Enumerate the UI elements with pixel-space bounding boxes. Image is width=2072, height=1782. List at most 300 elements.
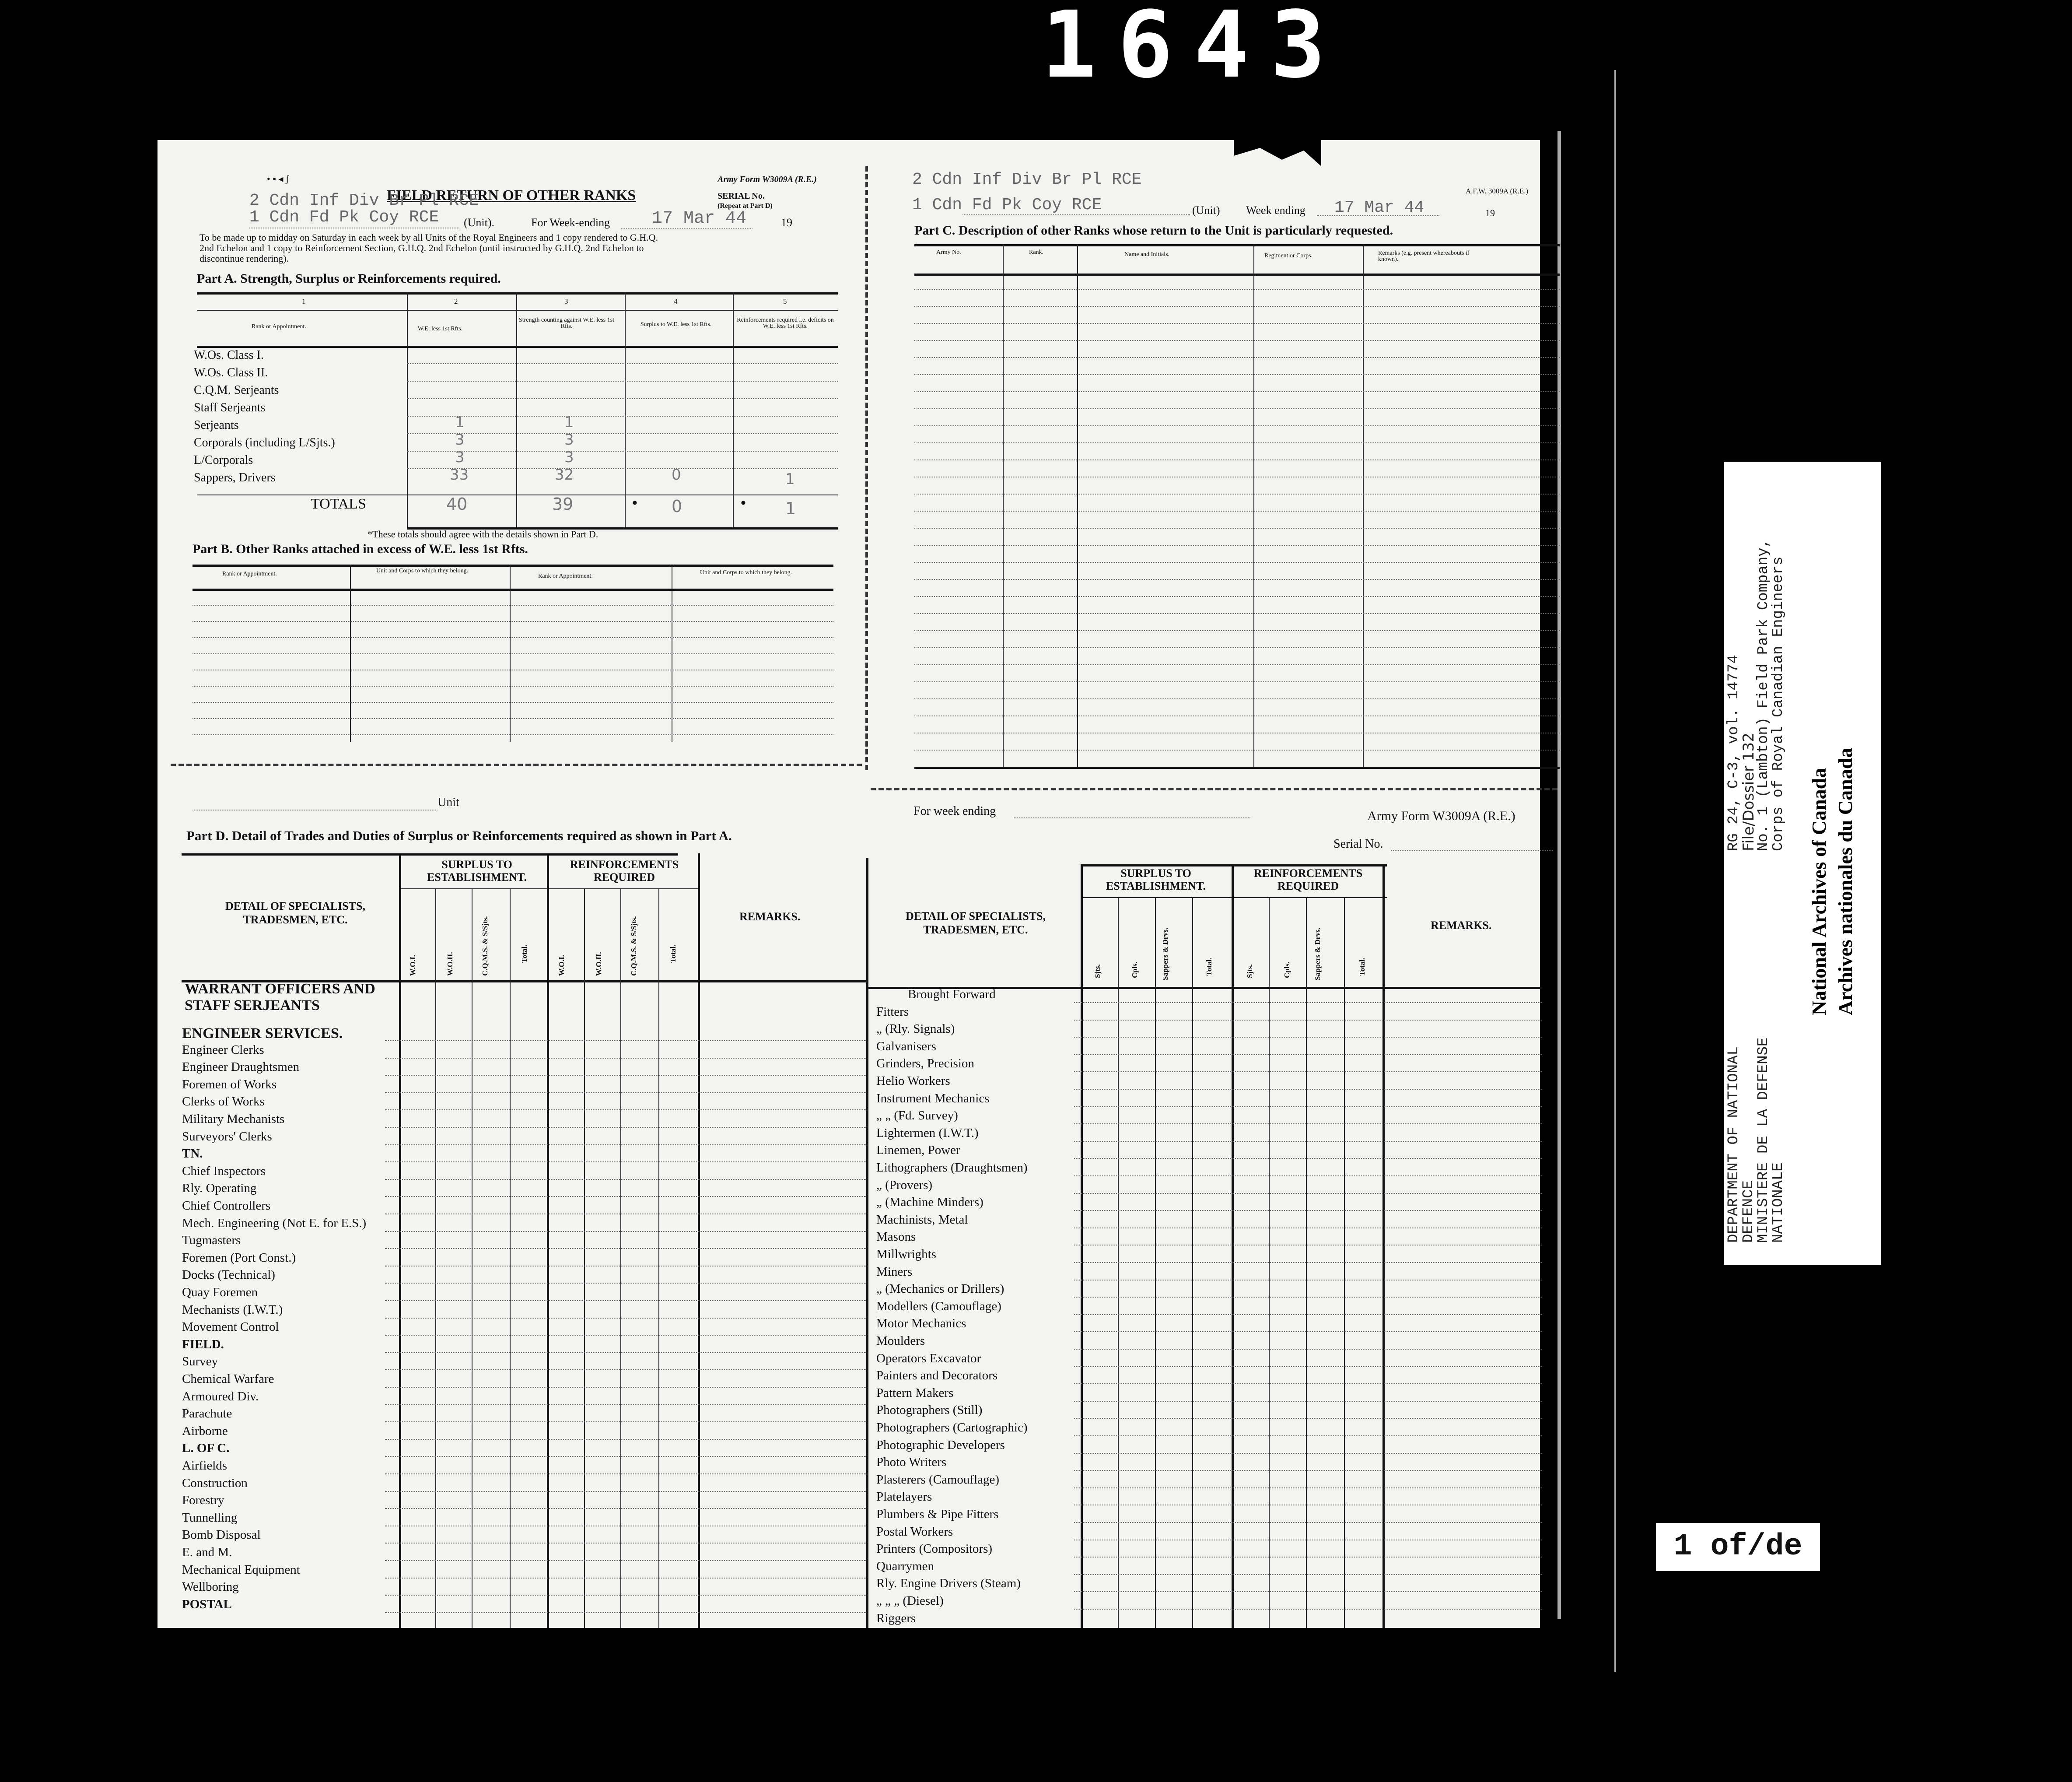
part-d-vline (1081, 864, 1083, 1628)
page-edge (1558, 131, 1561, 1619)
row-line (914, 545, 1560, 546)
unit-label: (Unit). (464, 216, 495, 229)
row-line (1074, 1071, 1542, 1072)
trade-label: Mechanists (I.W.T.) (182, 1302, 283, 1317)
list-item: Riggers (876, 1611, 916, 1625)
list-item: Grinders, Precision (876, 1056, 974, 1071)
label-line: Corps of Royal Canadian Engineers (1770, 556, 1787, 851)
list-item: Helio Workers (876, 1074, 950, 1088)
label-line: File/Dossier 132 (1740, 733, 1757, 851)
asterisk-mark: • (741, 495, 746, 511)
header-reinforcements: Reinforcements required i.e. deficits on W.E. less 1st Rfts. (737, 317, 834, 330)
row-line (914, 596, 1560, 597)
part-a-vline (407, 292, 408, 529)
row-line (914, 562, 1560, 563)
row-line (914, 698, 1560, 699)
trade-label: TN. (182, 1147, 203, 1161)
serial-note: (Repeat at Part D) (718, 202, 773, 210)
trade-label: Bomb Disposal (182, 1528, 261, 1542)
week-ending-label: For Week-ending (531, 216, 610, 229)
part-a-vline (516, 292, 517, 529)
typed-unit-right: 1 Cdn Fd Pk Coy RCE (912, 196, 1102, 214)
part-a-title: Part A. Strength, Surplus or Reinforcements required. (197, 271, 501, 286)
row-line (1074, 1054, 1542, 1055)
row-line (914, 750, 1560, 751)
row-line (385, 1439, 866, 1440)
col-num-3: 3 (564, 297, 568, 305)
trade-label: Military Mechanists (182, 1112, 285, 1126)
row-line (192, 718, 833, 719)
trade-label: Forestry (182, 1493, 224, 1508)
part-b-top-rule (192, 565, 833, 567)
row-line (1074, 1141, 1542, 1142)
label-line: MINISTERE DE LA DEFENSE (1755, 1037, 1772, 1243)
total-we: 40 (446, 495, 468, 514)
row-line (1074, 1331, 1542, 1332)
week-ending-label-right: Week ending (1246, 204, 1306, 217)
row-line (914, 681, 1560, 682)
row-line (385, 1508, 866, 1509)
serial-label: SERIAL No. (718, 191, 765, 201)
row-line (1074, 1522, 1542, 1523)
row-line (1074, 1574, 1542, 1575)
header-strength: Strength counting against W.E. less 1st Rfts. (518, 317, 615, 330)
part-c-title: Part C. Description of other Ranks whose return to the Unit is particularly requested. (914, 223, 1393, 238)
list-item: Lightermen (I.W.T.) (876, 1126, 979, 1140)
trade-label: Engineer Draughtsmen (182, 1060, 300, 1074)
rank-label: Sappers, Drivers (194, 471, 276, 484)
row-line (914, 494, 1560, 495)
trade-label: Mech. Engineering (Not E. for E.S.) (182, 1216, 367, 1230)
subcol-cpls: Cpls. (1130, 961, 1139, 978)
subcol-sappers: Sappers & Drvs. (1161, 927, 1169, 980)
unit-line-right (962, 214, 1190, 215)
perforation-horizontal (171, 764, 862, 766)
trade-label: Wellboring (182, 1580, 239, 1594)
list-item: Brought Forward (908, 987, 996, 1001)
row-line (1074, 1314, 1542, 1315)
part-c-top-rule (914, 244, 1560, 246)
subcol-cpls-r: Cpls. (1283, 961, 1291, 978)
row-line (385, 1283, 866, 1284)
row-line (385, 1300, 866, 1301)
unit-label-right: (Unit) (1192, 204, 1220, 217)
row-line (1074, 1123, 1542, 1124)
row-line (1074, 1210, 1542, 1211)
total-reinforcements: 1 (785, 499, 796, 518)
subcol-total-right-r: Total. (1358, 958, 1366, 976)
total-surplus: 0 (672, 497, 682, 516)
row-line (1074, 1401, 1542, 1402)
trade-label: Surveyors' Clerks (182, 1129, 272, 1144)
row-line (1074, 1037, 1542, 1038)
scribble-mark: • ▪ ◂ ʃ (267, 173, 289, 184)
row-line (385, 1456, 866, 1457)
row-line (385, 1578, 866, 1579)
trade-label: STAFF SERJEANTS (185, 997, 320, 1014)
instruction-line-3: discontinue rendering). (200, 253, 289, 264)
strength-value: 32 (555, 466, 574, 484)
typed-division-right: 2 Cdn Inf Div Br Pl RCE (912, 170, 1142, 189)
row-line (914, 613, 1560, 614)
row-line (385, 1109, 866, 1110)
trade-label: ENGINEER SERVICES. (182, 1025, 343, 1042)
row-line (1074, 1418, 1542, 1419)
row-line (914, 579, 1560, 580)
year-prefix-right: 19 (1485, 207, 1495, 218)
part-b-header-unit-2: Unit and Corps to which they belong. (700, 569, 792, 576)
part-b-title: Part B. Other Ranks attached in excess of W.E. less 1st Rfts. (192, 542, 528, 556)
row-line (385, 1092, 866, 1093)
part-d-subheader-rule (400, 888, 700, 889)
row-line (1074, 1453, 1542, 1454)
institution-panel (1800, 462, 1881, 1265)
part-d-divider (866, 858, 868, 1628)
row-line (914, 630, 1560, 631)
part-a-vline (625, 292, 626, 529)
row-line (1074, 1487, 1542, 1488)
row-line (385, 1075, 866, 1076)
we-value: 3 (455, 431, 465, 449)
subcol-total-right: Total. (1205, 958, 1213, 976)
row-line (385, 1421, 866, 1422)
row-line (385, 1318, 866, 1319)
part-d-vline (399, 853, 401, 1628)
row-line (914, 289, 1560, 290)
trade-label: L. OF C. (182, 1441, 230, 1456)
row-line (914, 374, 1560, 375)
row-line (385, 1491, 866, 1492)
strength-value: 1 (564, 414, 574, 431)
strength-value: 3 (564, 449, 574, 466)
row-line (192, 605, 833, 606)
list-item: Quarrymen (876, 1559, 934, 1573)
subcol-woii-r: W.O.II. (595, 952, 603, 976)
trade-label: Airborne (182, 1424, 228, 1438)
col-num-2: 2 (454, 297, 458, 305)
typed-division: 2 Cdn Inf Div Br Pl RCE (249, 191, 479, 210)
row-line (385, 1369, 866, 1370)
totals-label: TOTALS (311, 496, 366, 512)
trade-label: Rly. Operating (182, 1181, 257, 1196)
list-item: Platelayers (876, 1490, 932, 1504)
left-remarks-header: REMARKS. (739, 910, 801, 923)
part-d-top-rule-left (182, 853, 678, 856)
right-reinf-header: REINFORCEMENTS REQUIRED (1253, 867, 1363, 892)
row-line (1074, 1089, 1542, 1090)
row-line (914, 340, 1560, 341)
row-line (192, 621, 833, 622)
list-item: Miners (876, 1264, 913, 1279)
list-item: Printers (Compositors) (876, 1542, 993, 1556)
subcol-woi: W.O.I. (409, 954, 417, 976)
trade-label: WARRANT OFFICERS AND (185, 981, 375, 997)
list-item: „ (Rly. Signals) (876, 1022, 955, 1036)
left-detail-header: DETAIL OF SPECIALISTS, TRADESMEN, ETC. (225, 900, 366, 926)
row-line (407, 451, 838, 452)
list-item: Modellers (Camouflage) (876, 1299, 1001, 1313)
form-title: FIELD RETURN OF OTHER RANKS (387, 187, 636, 203)
list-item: Painters and Decorators (876, 1368, 998, 1383)
header-we: W.E. less 1st Rfts. (418, 326, 463, 332)
part-c-header-rule (914, 274, 1560, 276)
left-reinf-header: REINFORCEMENTS REQUIRED (570, 858, 679, 884)
row-line (1074, 1435, 1542, 1436)
row-line (385, 1058, 866, 1059)
part-c-bottom-rule (914, 767, 1560, 769)
week-line-right (1317, 215, 1439, 216)
part-d-vline (584, 888, 585, 1628)
row-line (1074, 1609, 1542, 1610)
part-d-vline (510, 888, 511, 1628)
unit-label-d: Unit (438, 796, 459, 809)
row-line (1074, 1297, 1542, 1298)
trade-label: E. and M. (182, 1545, 232, 1559)
part-d-vline (547, 853, 549, 1628)
row-line (407, 398, 838, 399)
row-line (407, 363, 838, 364)
row-line (914, 408, 1560, 409)
instruction-line-1: To be made up to midday on Saturday in each week by all Units of the Royal Engineers and 1 copy rendered to G.H.Q. (200, 232, 658, 243)
strength-value: 3 (564, 431, 574, 449)
list-item: „ „ (Fd. Survey) (876, 1108, 958, 1123)
trade-label: Tunnelling (182, 1510, 238, 1525)
asterisk-mark: • (632, 495, 637, 511)
list-item: Linemen, Power (876, 1143, 960, 1158)
part-d-vline (435, 888, 436, 1628)
list-item: Fitters (876, 1004, 909, 1019)
row-line (385, 1595, 866, 1596)
trade-label: Construction (182, 1476, 248, 1490)
list-item: Plasterers (Camouflage) (876, 1472, 1000, 1487)
label-line: No. 1 (Lambton) Field Park Company, (1755, 538, 1772, 851)
subcol-woi-r: W.O.I. (557, 954, 566, 976)
totals-note: *These totals should agree with the details shown in Part D. (368, 529, 598, 540)
we-value: 1 (455, 414, 465, 431)
part-b-header-rank-2: Rank or Appointment. (538, 573, 593, 579)
row-line (407, 381, 838, 382)
part-c-header-remarks: Remarks (e.g. present whereabouts if known). (1378, 250, 1470, 263)
part-d-top-rule-right (1081, 864, 1387, 866)
right-surplus-header: SURPLUS TO ESTABLISHMENT. (1106, 867, 1206, 892)
list-item: Photographers (Cartographic) (876, 1421, 1028, 1435)
col-num-4: 4 (674, 297, 678, 305)
part-d-vline (620, 888, 621, 1628)
row-line (1074, 1002, 1542, 1003)
trade-label: Engineer Clerks (182, 1042, 264, 1057)
trade-label: FIELD. (182, 1337, 224, 1351)
instruction-line-2: 2nd Echelon and 1 copy to Reinforcement Section, G.H.Q. 2nd Echelon (until instructed by G.H.Q. 2nd Echelon to (200, 242, 644, 253)
part-d-title: Part D. Detail of Trades and Duties of Surplus or Reinforcements required as shown in Part A. (186, 828, 732, 843)
row-line (914, 391, 1560, 392)
page-edge-2 (1614, 70, 1616, 1672)
list-item: Photographers (Still) (876, 1403, 983, 1417)
serial-label-d: Serial No. (1334, 837, 1383, 851)
row-line (914, 647, 1560, 648)
row-line (914, 528, 1560, 529)
row-line (385, 1335, 866, 1336)
list-item: Photographic Developers (876, 1438, 1005, 1452)
part-c-header-rank: Rank. (1029, 249, 1044, 256)
subcol-cqms: C.Q.M.S. & S/Sjts. (481, 916, 489, 976)
row-line (385, 1387, 866, 1388)
row-line (385, 1196, 866, 1197)
trade-label: Docks (Technical) (182, 1268, 275, 1282)
row-line (1074, 1262, 1542, 1263)
part-b-header-unit-1: Unit and Corps to which they belong. (376, 568, 469, 574)
part-d-vline (658, 888, 659, 1628)
army-form-d: Army Form W3009A (R.E.) (1367, 809, 1516, 823)
list-item: Pattern Makers (876, 1386, 954, 1400)
list-item: Galvanisers (876, 1039, 936, 1053)
week-label-d: For week ending (914, 804, 996, 818)
left-surplus-header: SURPLUS TO ESTABLISHMENT. (427, 858, 527, 884)
surplus-value: 0 (672, 466, 681, 484)
part-d-subheader-rule-right (1081, 897, 1387, 898)
list-item: Rly. Engine Drivers (Steam) (876, 1576, 1021, 1591)
part-d-vline (1232, 864, 1234, 1628)
row-line (192, 653, 833, 654)
list-item: Photo Writers (876, 1455, 947, 1470)
trade-label: Parachute (182, 1407, 232, 1421)
row-line (1074, 1193, 1542, 1194)
part-d-vline (1382, 864, 1385, 1628)
list-item: Postal Workers (876, 1524, 953, 1539)
row-line (1074, 1366, 1542, 1367)
label-line: DEFENCE (1740, 1180, 1757, 1243)
row-line (1074, 1158, 1542, 1159)
trade-label: Foremen of Works (182, 1077, 277, 1091)
row-line (407, 416, 838, 417)
subcol-sappers-r: Sappers & Drvs. (1313, 927, 1322, 980)
list-item: „ (Provers) (876, 1178, 933, 1192)
rank-label: Serjeants (194, 418, 239, 432)
subcol-total: Total. (520, 944, 528, 963)
label-line: NATIONALE (1770, 1162, 1787, 1243)
list-item: „ (Machine Minders) (876, 1195, 984, 1210)
institution-en: National Archives of Canada (1808, 768, 1830, 1015)
list-item: Machinists, Metal (876, 1212, 968, 1227)
row-line (914, 511, 1560, 512)
reinforcement-value: 1 (785, 470, 795, 488)
part-c-header-regiment: Regiment or Corps. (1264, 253, 1313, 259)
row-line (385, 1161, 866, 1162)
list-item: Operators Excavator (876, 1351, 981, 1365)
row-line (407, 433, 838, 434)
archive-label (1724, 462, 1881, 1265)
right-remarks-header: REMARKS. (1431, 919, 1492, 932)
list-item: Lithographers (Draughtsmen) (876, 1161, 1028, 1175)
row-line (192, 702, 833, 703)
trade-label: Tugmasters (182, 1233, 241, 1248)
list-item: Plumbers & Pipe Fitters (876, 1507, 999, 1521)
institution-fr: Archives nationales du Canada (1834, 747, 1856, 1015)
week-line-d (1014, 817, 1250, 818)
row-line (914, 664, 1560, 665)
row-line (385, 1352, 866, 1353)
perforation-horizontal (871, 788, 1558, 790)
subcol-cqms-r: C.Q.M.S. & S/Sjts. (630, 916, 638, 976)
perforation-vertical (865, 166, 868, 770)
part-a-header-rule (197, 346, 838, 348)
trade-label: Chemical Warfare (182, 1372, 274, 1386)
row-line (1074, 1383, 1542, 1384)
label-line: RG 24, C-3, vol. 14774 (1726, 655, 1742, 851)
part-b-header-rank-1: Rank or Appointment. (222, 571, 277, 577)
row-line (385, 1127, 866, 1128)
trade-label: Foremen (Port Const.) (182, 1250, 296, 1265)
list-item: Moulders (876, 1334, 925, 1348)
row-line (385, 1040, 866, 1041)
part-a-top-rule (197, 292, 838, 295)
part-a-rule (197, 310, 838, 311)
col-num-1: 1 (302, 297, 306, 305)
trade-label: Movement Control (182, 1320, 279, 1334)
trade-label: POSTAL (182, 1597, 232, 1611)
row-line (914, 442, 1560, 443)
week-ending-value-right: 17 Mar 44 (1334, 198, 1424, 217)
subcol-sjts-r: Sjts. (1246, 964, 1254, 978)
list-item: „ „ „ (Diesel) (876, 1594, 944, 1608)
rank-label: Corporals (including L/Sjts.) (194, 436, 335, 449)
rank-label: W.Os. Class I. (194, 348, 264, 362)
row-line (1074, 1175, 1542, 1176)
trade-label: Survey (182, 1354, 218, 1369)
row-line (1074, 1470, 1542, 1471)
row-line (385, 1404, 866, 1405)
row-line (192, 637, 833, 638)
trade-label: Airfields (182, 1459, 228, 1473)
header-surplus: Surplus to W.E. less 1st Rfts. (640, 321, 712, 328)
trade-label: Mechanical Equipment (182, 1562, 300, 1577)
row-line (1074, 1106, 1542, 1107)
serial-line-d (1391, 850, 1553, 851)
row-line (1074, 1349, 1542, 1350)
row-line (407, 468, 838, 469)
label-line: DEPARTMENT OF NATIONAL (1726, 1046, 1742, 1243)
army-form-number-right: A.F.W. 3009A (R.E.) (1466, 187, 1528, 195)
list-item: Motor Mechanics (876, 1316, 966, 1331)
typed-unit: 1 Cdn Fd Pk Coy RCE (249, 208, 439, 227)
row-line (385, 1231, 866, 1232)
week-ending-value: 17 Mar 44 (652, 209, 747, 228)
rank-label: W.Os. Class II. (194, 366, 268, 379)
row-line (192, 686, 833, 687)
part-c-header-army-no: Army No. (936, 249, 961, 256)
row-line (385, 1248, 866, 1249)
row-line (385, 1473, 866, 1474)
row-line (385, 1144, 866, 1145)
rank-label: L/Corporals (194, 453, 253, 467)
trade-label: Clerks of Works (182, 1094, 265, 1109)
trade-label: Quay Foremen (182, 1285, 258, 1299)
row-line (914, 357, 1560, 358)
we-value: 3 (455, 449, 465, 466)
trade-label: Chief Controllers (182, 1199, 271, 1213)
header-rank: Rank or Appointment. (252, 323, 306, 330)
part-d-vline (698, 853, 700, 1628)
row-line (385, 1612, 866, 1613)
frame-stamp-number: 1643 (1041, 0, 1347, 98)
part-b-header-rule (192, 589, 833, 591)
row-line (192, 734, 833, 735)
col-num-5: 5 (783, 297, 787, 305)
trade-label: Chief Inspectors (182, 1164, 266, 1178)
list-item: Millwrights (876, 1247, 936, 1261)
week-line (621, 228, 752, 229)
row-line (1074, 1591, 1542, 1592)
subcol-total-r: Total. (669, 944, 677, 963)
